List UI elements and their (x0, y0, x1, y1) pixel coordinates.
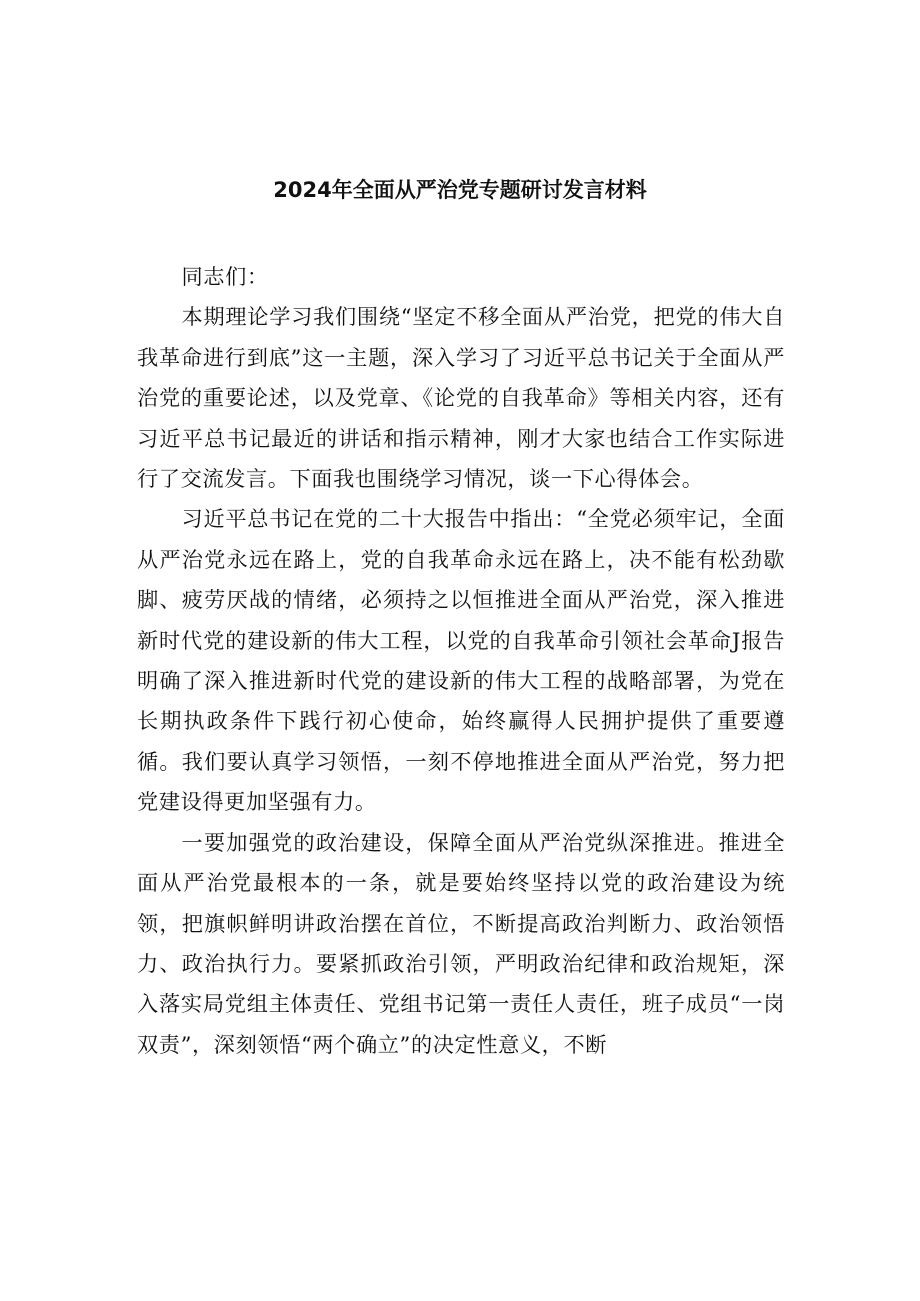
paragraph-political-construction: 一要加强党的政治建设，保障全面从严治党纵深推进。推进全面从严治党最根本的一条，就是要始终坚持以党的政治建设为统领，把旗帜鲜明讲政治摆在首位，不断提高政治判断力、政治领悟力、政治执行力。要紧抓政治引领，严明政治纪律和政治规矩，深入落实局党组主体责任、党组书记第一责任人责任，班子成员“一岗双责”，深刻领悟“两个确立”的决定性意义，不断 (137, 829, 785, 1057)
paragraph-intro: 本期理论学习我们围绕“坚定不移全面从严治党，把党的伟大自我革命进行到底”这一主题，深入学习了习近平总书记关于全面从严治党的重要论述，以及党章、《论党的自我革命》等相关内容，还有习近平总书记最近的讲话和指示精神，刚才大家也结合工作实际进行了交流发言。下面我也围绕学习情况，谈一下心得体会。 (137, 304, 785, 492)
document-title: 2024年全面从严治党专题研讨发言材料 (273, 178, 647, 202)
salutation: 同志们： (181, 264, 269, 289)
paragraph-report-quote: 习近平总书记在党的二十大报告中指出：“全党必须牢记，全面从严治党永远在路上，党的自我革命永远在路上，决不能有松劲歇脚、疲劳厌战的情绪，必须持之以恒推进全面从严治党，深入推进新时代党的建设新的伟大工程，以党的自我革命引领社会革命J报告明确了深入推进新时代党的建设新的伟大工程的战略部署，为党在长期执政条件下践行初心使命，始终赢得人民拥护提供了重要遵循。我们要认真学习领悟，一刻不停地推进全面从严治党，努力把党建设得更加坚强有力。 (137, 506, 785, 815)
document-body (137, 257, 785, 1065)
